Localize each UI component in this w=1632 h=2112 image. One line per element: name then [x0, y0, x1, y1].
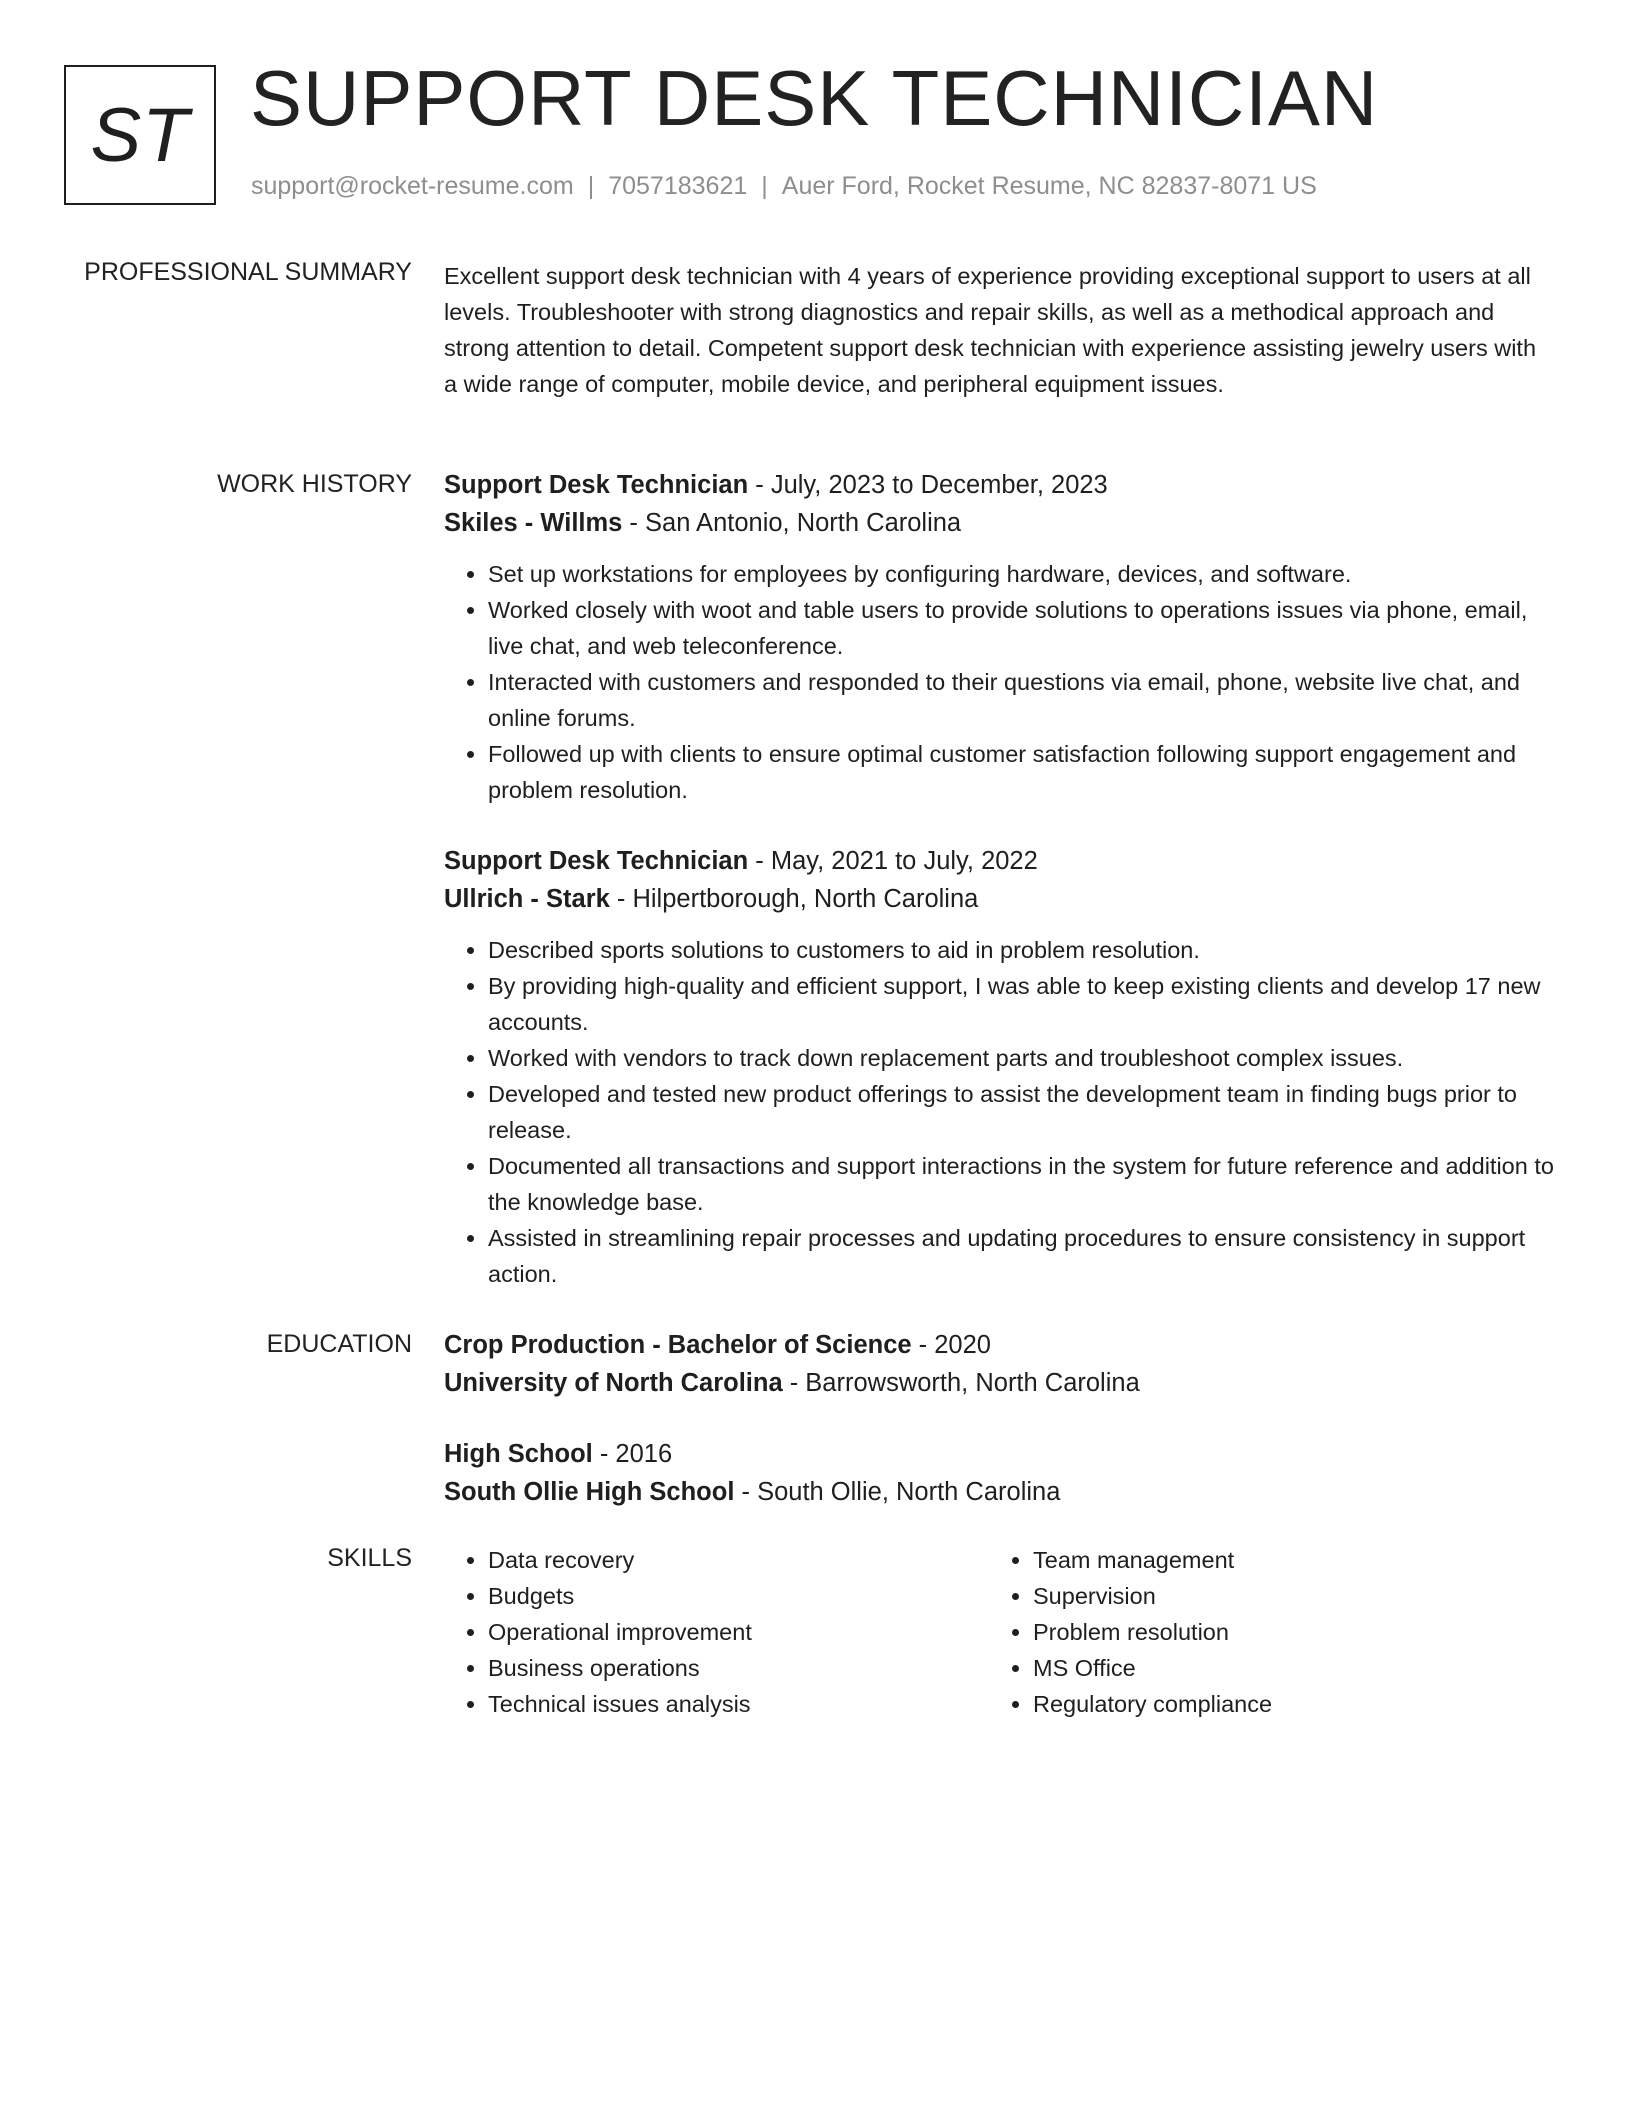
education-location: - South Ollie, North Carolina [734, 1478, 1061, 1506]
education-school-line [444, 1364, 1554, 1402]
job-bullets [444, 556, 1554, 808]
job-bullet: • Set up workstations for employees by configuring hardware, devices, and software. [488, 556, 1554, 592]
education-year: - 2016 [592, 1440, 673, 1468]
skill-item: • MS Office [1033, 1650, 1534, 1686]
education-school: University of North Carolina [444, 1369, 783, 1397]
job-dates: - May, 2021 to July, 2022 [748, 847, 1038, 875]
section-label-work-history: WORK HISTORY [217, 470, 412, 498]
job-bullet: • By providing high-quality and efficient support, I was able to keep existing clients and develop 17 new accounts. [488, 968, 1554, 1040]
job-bullet: • Developed and tested new product offerings to assist the development team in finding bugs prior to release. [488, 1076, 1554, 1148]
skill-item: • Regulatory compliance [1033, 1686, 1534, 1722]
job-entry [444, 466, 1554, 808]
education-entry [444, 1435, 1554, 1511]
education-school: South Ollie High School [444, 1478, 735, 1506]
skill-item: • Technical issues analysis [488, 1686, 989, 1722]
job-company: Ullrich - Stark [444, 885, 610, 913]
education-degree-line [444, 1326, 1554, 1364]
skill-item: • Data recovery [488, 1542, 989, 1578]
job-bullets [444, 932, 1554, 1292]
job-company-line [444, 880, 1554, 918]
contact-separator: | [761, 172, 768, 200]
contact-email[interactable]: support@rocket-resume.com [251, 172, 574, 200]
skill-item: • Budgets [488, 1578, 989, 1614]
job-title: Support Desk Technician [444, 847, 749, 875]
work-history-section [444, 466, 1554, 808]
education-degree: Crop Production - Bachelor of Science [444, 1331, 912, 1359]
job-bullet: • Documented all transactions and support interactions in the system for future reference and addition to the knowledge base. [488, 1148, 1554, 1220]
job-bullet: • Assisted in streamlining repair processes and updating procedures to ensure consistency in support action. [488, 1220, 1554, 1292]
contact-address: Auer Ford, Rocket Resume, NC 82837-8071 US [781, 172, 1317, 200]
job-title: Support Desk Technician [444, 471, 749, 499]
skill-item: • Team management [1033, 1542, 1534, 1578]
education-degree: High School [444, 1440, 593, 1468]
skills-column-left [444, 1542, 989, 1722]
contact-separator: | [587, 172, 595, 200]
job-location: - Hilpertborough, North Carolina [609, 885, 979, 913]
education-degree-line [444, 1435, 1554, 1473]
section-label-skills: SKILLS [327, 1544, 412, 1572]
education-year: - 2020 [911, 1331, 991, 1359]
job-location: - San Antonio, North Carolina [622, 509, 962, 537]
monogram-logo: ST [64, 65, 216, 205]
job-company: Skiles - Willms [444, 509, 623, 537]
skill-item: • Operational improvement [488, 1614, 989, 1650]
page-title: SUPPORT DESK TECHNICIAN [250, 54, 1379, 142]
work-history-section-2 [444, 842, 1554, 1292]
job-entry [444, 842, 1554, 1292]
job-bullet: • Followed up with clients to ensure optimal customer satisfaction following support engagement and problem resolution. [488, 736, 1554, 808]
job-bullet: • Worked closely with woot and table users to provide solutions to operations issues via phone, email, live chat, and web teleconference. [488, 592, 1554, 664]
job-bullet: • Described sports solutions to customers to aid in problem resolution. [488, 932, 1554, 968]
section-label-education: EDUCATION [266, 1330, 412, 1358]
skills-column-right [989, 1542, 1534, 1722]
job-dates: - July, 2023 to December, 2023 [748, 471, 1108, 499]
skills-section [444, 1542, 1554, 1722]
education-school-line [444, 1473, 1554, 1511]
skill-item: • Business operations [488, 1650, 989, 1686]
contact-phone[interactable]: 7057183621 [608, 172, 748, 200]
education-entry [444, 1326, 1554, 1402]
job-bullet: • Interacted with customers and responded to their questions via email, phone, website live chat, and online forums. [488, 664, 1554, 736]
skill-item: • Problem resolution [1033, 1614, 1534, 1650]
job-title-line [444, 842, 1554, 880]
job-title-line [444, 466, 1554, 504]
job-company-line [444, 504, 1554, 542]
summary-text: Excellent support desk technician with 4 years of experience providing exceptional support to users at all levels. Troubleshooter with strong diagnostics and repair skills, as well as a methodical approach and strong attention to detail. Competent support desk technician with experience assisting jewelry users with a wide range of computer, mobile device, and peripheral equipment issues. [444, 263, 1537, 397]
skill-item: • Supervision [1033, 1578, 1534, 1614]
education-location: - Barrowsworth, North Carolina [782, 1369, 1140, 1397]
section-label-summary: PROFESSIONAL SUMMARY [84, 258, 412, 286]
contact-line [251, 172, 1317, 201]
job-bullet: • Worked with vendors to track down replacement parts and troubleshoot complex issues. [488, 1040, 1554, 1076]
